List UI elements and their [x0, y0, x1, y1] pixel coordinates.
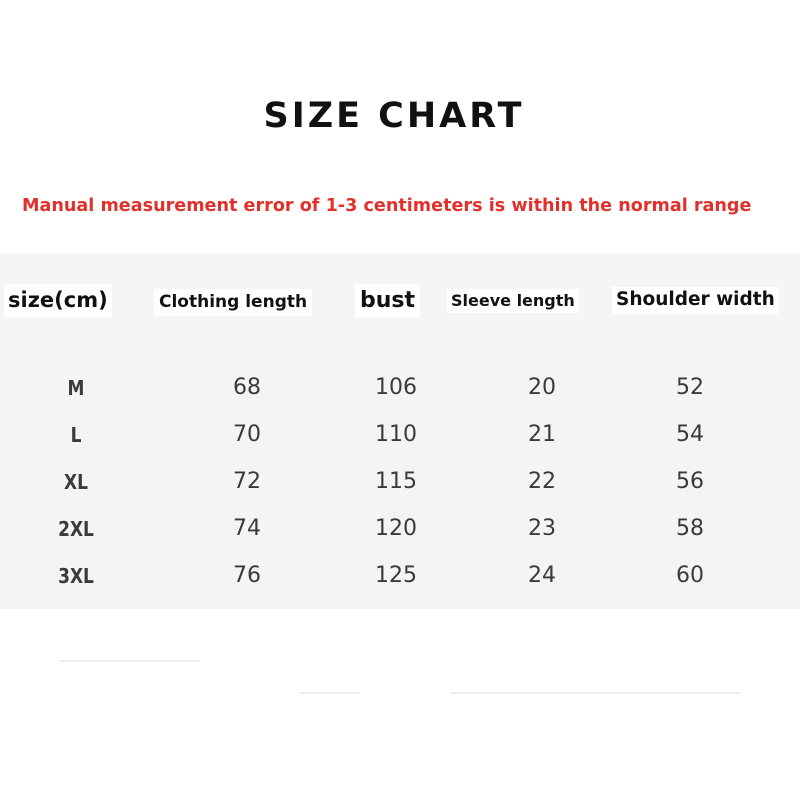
- background-smudge: [300, 692, 360, 694]
- cell-size: 2XL: [58, 517, 94, 541]
- cell-clothing-length: 68: [233, 375, 261, 400]
- header-size: size(cm): [4, 284, 112, 317]
- cell-sleeve-length: 21: [528, 422, 556, 447]
- page-title: SIZE CHART: [263, 96, 525, 136]
- cell-bust: 106: [375, 375, 417, 400]
- cell-size: 3XL: [58, 564, 94, 588]
- cell-shoulder-width: 60: [676, 563, 704, 588]
- cell-sleeve-length: 22: [528, 469, 556, 494]
- header-bust: bust: [355, 284, 420, 318]
- cell-clothing-length: 72: [233, 469, 261, 494]
- cell-sleeve-length: 23: [528, 516, 556, 541]
- cell-size: XL: [64, 470, 88, 494]
- table-row: [0, 561, 800, 591]
- measurement-note: Manual measurement error of 1-3 centimeters is within the normal range: [22, 196, 752, 216]
- cell-size: M: [67, 376, 85, 400]
- cell-shoulder-width: 54: [676, 422, 704, 447]
- background-smudge: [450, 692, 740, 694]
- cell-bust: 125: [375, 563, 417, 588]
- cell-sleeve-length: 24: [528, 563, 556, 588]
- cell-clothing-length: 70: [233, 422, 261, 447]
- cell-shoulder-width: 52: [676, 375, 704, 400]
- cell-clothing-length: 74: [233, 516, 261, 541]
- header-sleeve-length: Sleeve length: [447, 289, 579, 313]
- cell-size: L: [70, 423, 82, 447]
- cell-bust: 110: [375, 422, 417, 447]
- table-row: [0, 373, 800, 403]
- table-row: [0, 514, 800, 544]
- table-row: [0, 420, 800, 450]
- cell-bust: 120: [375, 516, 417, 541]
- cell-clothing-length: 76: [233, 563, 261, 588]
- cell-bust: 115: [375, 469, 417, 494]
- background-smudge: [60, 660, 200, 662]
- cell-shoulder-width: 58: [676, 516, 704, 541]
- header-shoulder-width: Shoulder width: [612, 287, 779, 314]
- table-row: [0, 467, 800, 497]
- header-clothing-length: Clothing length: [154, 289, 312, 316]
- cell-sleeve-length: 20: [528, 375, 556, 400]
- cell-shoulder-width: 56: [676, 469, 704, 494]
